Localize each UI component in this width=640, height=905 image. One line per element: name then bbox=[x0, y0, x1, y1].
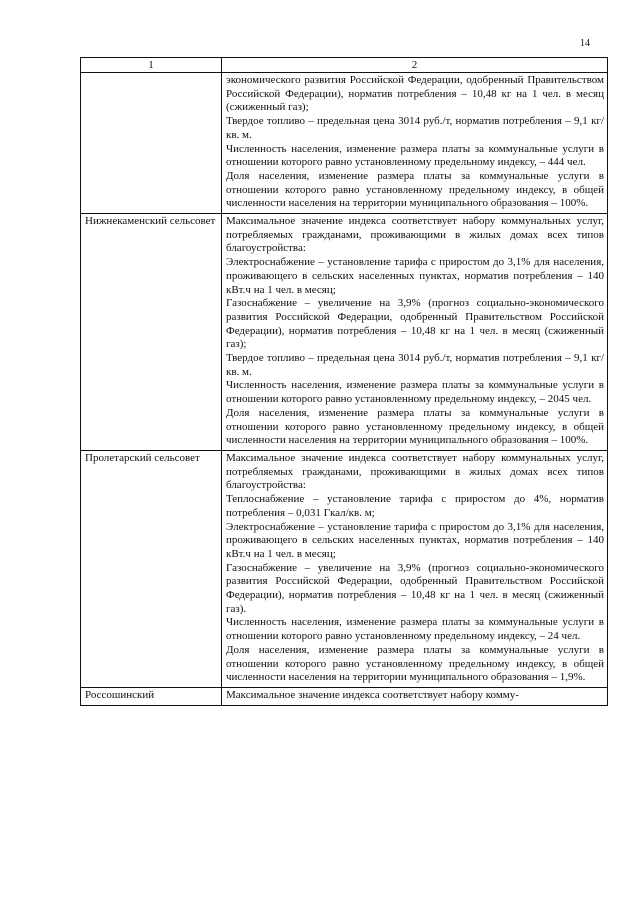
table-row bbox=[81, 214, 608, 451]
table-header-row bbox=[81, 58, 608, 73]
region-cell bbox=[81, 73, 222, 214]
column-header-2: 2 bbox=[222, 58, 608, 73]
content-paragraph: Газоснабжение – увеличение на 3,9% (прогноз социально-экономического развития Российской Федерации, одобренный Правительством Российской Федерации), норматив потребления – 10,48 кг на 1 чел. в месяц (сжиженный газ). bbox=[226, 561, 604, 615]
content-paragraph: Электроснабжение – установление тарифа с приростом до 3,1% для населения, проживающего в сельских населенных пунктах, норматив потребления – 140 кВт.ч на 1 чел. в месяц; bbox=[226, 520, 604, 560]
region-cell bbox=[81, 214, 222, 451]
content-cell bbox=[222, 687, 608, 705]
content-paragraph: Доля населения, изменение размера платы за коммунальные услуги в отношении которого равно установленному предельному индексу, в общей численности населения на территории муниципального образования – 100%. bbox=[226, 169, 604, 210]
table-row bbox=[81, 73, 608, 214]
content-cell bbox=[222, 73, 608, 214]
content-paragraph: Твердое топливо – предельная цена 3014 руб./т, норматив потребления – 9,1 кг/кв. м. bbox=[226, 352, 604, 378]
region-name: Россошинский bbox=[85, 688, 155, 701]
region-name: Нижнекаменский сельсовет bbox=[85, 215, 216, 228]
content-paragraph: экономического развития Российской Федерации, одобренный Правительством Российской Федерации), норматив потребления – 10,48 кг на 1 чел. в месяц (сжиженный газ); bbox=[226, 74, 604, 114]
region-cell bbox=[81, 450, 222, 687]
content-cell bbox=[222, 214, 608, 451]
table-row bbox=[81, 450, 608, 687]
content-paragraph: Численность населения, изменение размера платы за коммунальные услуги в отношении которого равно установленному предельному индексу, – 2045 чел. bbox=[226, 379, 604, 406]
content-paragraph: Электроснабжение – установление тарифа с приростом до 3,1% для населения, проживающего в сельских населенных пунктах, норматив потребления – 140 кВт.ч на 1 чел. в месяц; bbox=[226, 256, 604, 296]
column-header-1: 1 bbox=[81, 58, 222, 73]
content-paragraph: Численность населения, изменение размера платы за коммунальные услуги в отношении которого равно установленному предельному индексу, – 24 чел. bbox=[226, 616, 604, 643]
content-paragraph: Максимальное значение индекса соответствует набору комму- bbox=[226, 688, 519, 701]
content-paragraph: Доля населения, изменение размера платы за коммунальные услуги в отношении которого равно установленному предельному индексу, в общей численности населения на территории муниципального образования – 100%. bbox=[226, 406, 604, 447]
content-paragraph: Максимальное значение индекса соответствует набору коммунальных услуг, потребляемых гражданами, проживающими в жилых домах всех типов благоустройства: bbox=[226, 451, 604, 492]
content-paragraph: Теплоснабжение – установление тарифа с приростом до 4%, норматив потребления – 0,031 Гкал/кв. м; bbox=[226, 493, 604, 519]
region-name: Пролетарский сельсовет bbox=[85, 451, 200, 464]
content-paragraph: Газоснабжение – увеличение на 3,9% (прогноз социально-экономического развития Российской Федерации, одобренный Правительством Российской Федерации), норматив потребления – 10,48 кг на 1 чел. в месяц (сжиженный газ); bbox=[226, 297, 604, 351]
content-paragraph: Доля населения, изменение размера платы за коммунальные услуги в отношении которого равно установленному предельному индексу, в общей численности населения на территории муниципального образования – 1,9%. bbox=[226, 643, 604, 684]
content-paragraph: Численность населения, изменение размера платы за коммунальные услуги в отношении которого равно установленному предельному индексу, – 444 чел. bbox=[226, 142, 604, 169]
region-cell bbox=[81, 687, 222, 705]
content-paragraph: Твердое топливо – предельная цена 3014 руб./т, норматив потребления – 9,1 кг/кв. м. bbox=[226, 115, 604, 141]
content-cell bbox=[222, 450, 608, 687]
page-number: 14 bbox=[580, 38, 590, 49]
tariff-table bbox=[80, 57, 608, 706]
table-row bbox=[81, 687, 608, 705]
content-paragraph: Максимальное значение индекса соответствует набору коммунальных услуг, потребляемых гражданами, проживающими в жилых домах всех типов благоустройства: bbox=[226, 215, 604, 255]
